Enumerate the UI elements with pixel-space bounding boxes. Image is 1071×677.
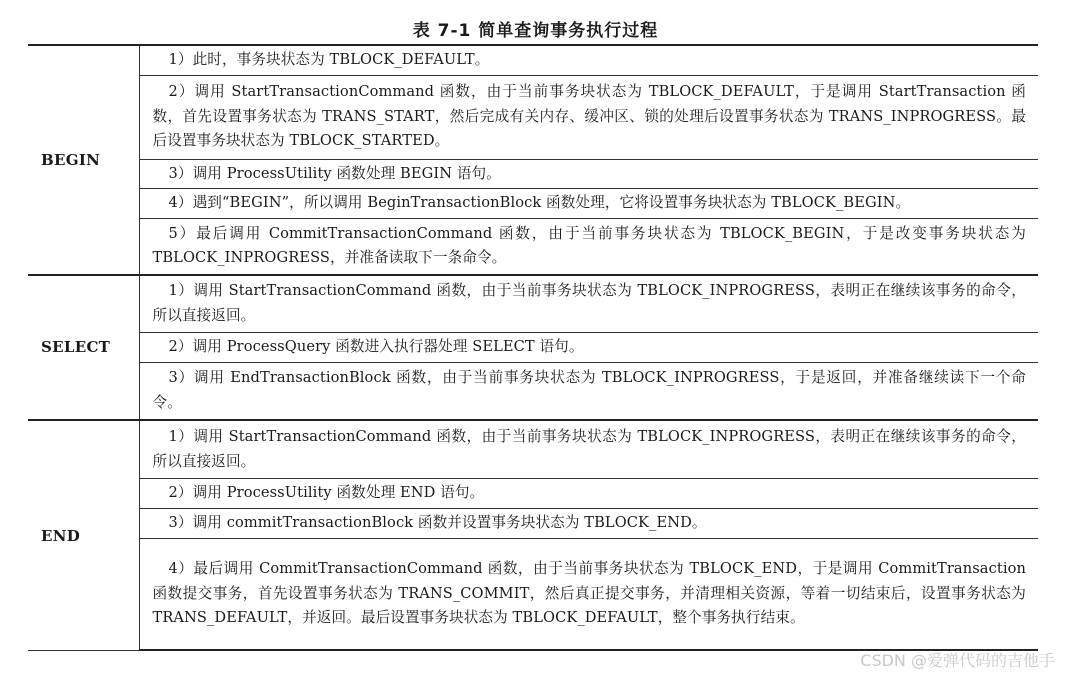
table-row: [28, 45, 1038, 75]
step-cell: 4）遇到“BEGIN”，所以调用 BeginTransactionBlock 函数处理，它将设置事务块状态为 TBLOCK_BEGIN。: [139, 189, 1038, 219]
phase-label-select: SELECT: [28, 275, 139, 421]
transaction-steps-table: [28, 44, 1038, 651]
table-row: [28, 219, 1038, 275]
watermark: CSDN @爱弹代码的吉他手: [860, 651, 1055, 670]
step-cell: 2）调用 ProcessUtility 函数处理 END 语句。: [139, 478, 1038, 508]
phase-label-end: END: [28, 420, 139, 650]
table-caption: 表 7-1 简单查询事务执行过程: [412, 21, 659, 41]
phase-label-begin: BEGIN: [28, 45, 139, 275]
table-row: [28, 420, 1038, 478]
step-cell: 4）最后调用 CommitTransactionCommand 函数，由于当前事务块状态为 TBLOCK_END，于是调用 CommitTransaction 函数提交事务，首先设置事务状态为 TRANS_COMMIT，然后真正提交事务，并清理相关资源，等着一切结束后，设置事务状态为 TRANS_DEFAULT，并返回。最后设置事务块状态为 TBLOCK_DEFAULT，整个事务执行结束。: [139, 538, 1038, 650]
step-cell: 1）调用 StartTransactionCommand 函数，由于当前事务块状态为 TBLOCK_INPROGRESS，表明正在继续该事务的命令，所以直接返回。: [139, 420, 1038, 478]
table-row: [28, 538, 1038, 650]
step-cell: 5）最后调用 CommitTransactionCommand 函数，由于当前事务块状态为 TBLOCK_BEGIN，于是改变事务块状态为 TBLOCK_INPROGRESS，并准备读取下一条命令。: [139, 219, 1038, 275]
step-cell: 1）此时，事务块状态为 TBLOCK_DEFAULT。: [139, 45, 1038, 75]
table-row: [28, 333, 1038, 363]
step-cell: 3）调用 commitTransactionBlock 函数并设置事务块状态为 TBLOCK_END。: [139, 508, 1038, 538]
table-row: [28, 75, 1038, 159]
step-cell: 1）调用 StartTransactionCommand 函数，由于当前事务块状态为 TBLOCK_INPROGRESS，表明正在继续该事务的命令，所以直接返回。: [139, 275, 1038, 333]
table-row: [28, 159, 1038, 189]
step-cell: 2）调用 ProcessQuery 函数进入执行器处理 SELECT 语句。: [139, 333, 1038, 363]
step-cell: 2）调用 StartTransactionCommand 函数，由于当前事务块状态为 TBLOCK_DEFAULT，于是调用 StartTransaction 函数，首先设置事务状态为 TRANS_START，然后完成有关内存、缓冲区、锁的处理后设置事务状态为 TRANS_INPROGRESS。最后设置事务块状态为 TBLOCK_STARTED。: [139, 75, 1038, 159]
table-row: [28, 478, 1038, 508]
table-row: [28, 508, 1038, 538]
table-row: [28, 189, 1038, 219]
table-row: [28, 275, 1038, 333]
step-cell: 3）调用 ProcessUtility 函数处理 BEGIN 语句。: [139, 159, 1038, 189]
table-row: [28, 362, 1038, 420]
step-cell: 3）调用 EndTransactionBlock 函数，由于当前事务块状态为 TBLOCK_INPROGRESS，于是返回，并准备继续读下一个命令。: [139, 362, 1038, 420]
